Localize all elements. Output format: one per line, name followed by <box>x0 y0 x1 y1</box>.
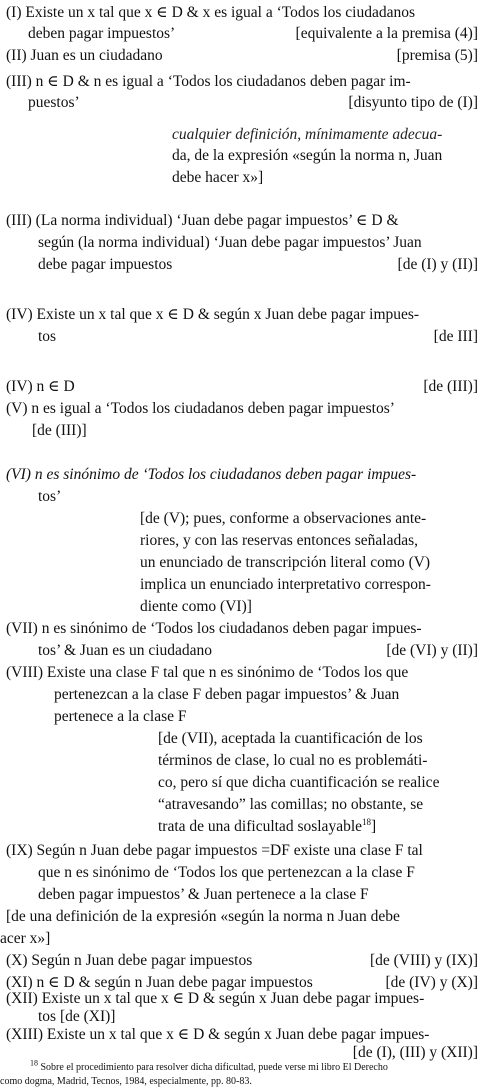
citation: [equivalente a la premisa (4)] <box>295 25 478 42</box>
citation: [de (I) y (II)] <box>397 256 478 273</box>
footnote-continuation: como dogma, Madrid, Tecnos, 1984, especialmente, pp. 80-83. <box>0 1076 252 1087</box>
text-line: da, de la expresión «según la norma n, Juan <box>172 147 443 164</box>
text-line: pertenece a la clase F <box>54 708 187 725</box>
text-line: (VI) n es sinónimo de ‘Todos los ciudadanos deben pagar impues- <box>6 466 417 483</box>
text-line: tos’ <box>38 488 62 505</box>
text-line: (V) n es igual a ‘Todos los ciudadanos deben pagar impuestos’ <box>6 400 395 417</box>
text-line: (IV) n ∈ D <box>6 378 75 395</box>
text-line: según (la norma individual) ‘Juan debe pagar impuestos’ Juan <box>38 234 422 251</box>
footnote-mark: 18 <box>30 1058 38 1068</box>
text-line: debe hacer x»] <box>172 169 264 186</box>
text-line: [de (V); pues, conforme a observaciones ante- <box>140 510 427 527</box>
text-line: riores, y con las reservas entonces señaladas, <box>140 532 419 549</box>
citation: [disyunto tipo de (I)] <box>348 94 478 111</box>
citation: [de (III)] <box>423 378 478 395</box>
text-line: pertenezcan a la clase F deben pagar impuestos’ & Juan <box>54 686 400 703</box>
text-line: (XI) n ∈ D & según n Juan debe pagar impuestos <box>6 974 313 991</box>
citation: [de (I), (III) y (XII)] <box>352 1044 478 1061</box>
text-line: tos <box>38 328 57 345</box>
text-line: (IV) Existe un x tal que x ∈ D & según x Juan debe pagar impues- <box>6 306 420 323</box>
footnote <box>30 1058 388 1074</box>
text-line: implica un enunciado interpretativo correspon- <box>140 576 431 593</box>
text-line: (III) n ∈ D & n es igual a ‘Todos los ciudadanos deben pagar im- <box>6 73 411 90</box>
text-line: deben pagar impuestos’ <box>28 25 176 42</box>
text-line: co, pero sí que dicha cuantificación se realice <box>158 774 440 791</box>
text-line: diente como (VI)] <box>140 598 252 615</box>
text-line: (XII) Existe un x tal que x ∈ D & según x Juan debe pagar impues- <box>6 990 425 1007</box>
text-line: (XIII) Existe un x tal que x ∈ D & según x Juan debe pagar impues- <box>6 1026 430 1043</box>
text-line: (IX) Según n Juan debe pagar impuestos =DF existe una clase F tal <box>6 842 423 859</box>
text-line: (III) (La norma individual) ‘Juan debe pagar impuestos’ ∈ D & <box>6 212 399 229</box>
text-segment: ] <box>371 818 377 835</box>
citation: [de (IV) y (X)] <box>385 974 478 991</box>
text-line: (I) Existe un x tal que x ∈ D & x es igual a ‘Todos los ciudadanos <box>6 4 416 21</box>
citation: [de (III)] <box>32 422 87 439</box>
text-line: (VII) n es sinónimo de ‘Todos los ciudadanos deben pagar impues- <box>6 620 422 637</box>
footnote-ref[interactable]: 18 <box>362 816 372 827</box>
text-line: términos de clase, lo cual no es problemáti- <box>158 752 428 769</box>
citation: [de (VIII) y (IX)] <box>369 952 478 969</box>
text-line: [de (VII), aceptada la cuantificación de los <box>158 730 423 747</box>
text-line: un enunciado de transcripción literal como (V) <box>140 554 431 571</box>
text-line: (X) Según n Juan debe pagar impuestos <box>6 952 253 969</box>
citation: [de (VI) y (II)] <box>386 642 478 659</box>
citation: [premisa (5)] <box>396 47 478 64</box>
text-line: tos’ & Juan es un ciudadano <box>38 642 213 659</box>
text-line <box>158 816 376 837</box>
text-line: puestos’ <box>28 94 80 111</box>
citation: [de III] <box>433 328 478 345</box>
text-segment: trata de una dificultad soslayable <box>158 818 363 835</box>
text-line: “atravesando” las comillas; no obstante, se <box>158 796 424 813</box>
text-line: debe pagar impuestos <box>38 256 173 273</box>
text-line: que n es sinónimo de ‘Todos los que pertenezcan a la clase F <box>38 864 415 881</box>
text-line: cualquier definición, mínimamente adecua- <box>172 126 443 143</box>
text-line: (II) Juan es un ciudadano <box>6 47 163 64</box>
footnote-text: Sobre el procedimiento para resolver dicha dificultad, puede verse mi libro El Derecho <box>40 1062 388 1073</box>
text-line: tos [de (XI)] <box>38 1008 116 1025</box>
text-line: acer x»] <box>0 930 51 947</box>
text-line: (VIII) Existe una clase F tal que n es sinónimo de ‘Todos los que <box>6 664 409 681</box>
text-line: deben pagar impuestos’ & Juan pertenece a la clase F <box>38 886 369 903</box>
text-line: [de una definición de la expresión «según la norma n Juan debe <box>6 908 400 925</box>
